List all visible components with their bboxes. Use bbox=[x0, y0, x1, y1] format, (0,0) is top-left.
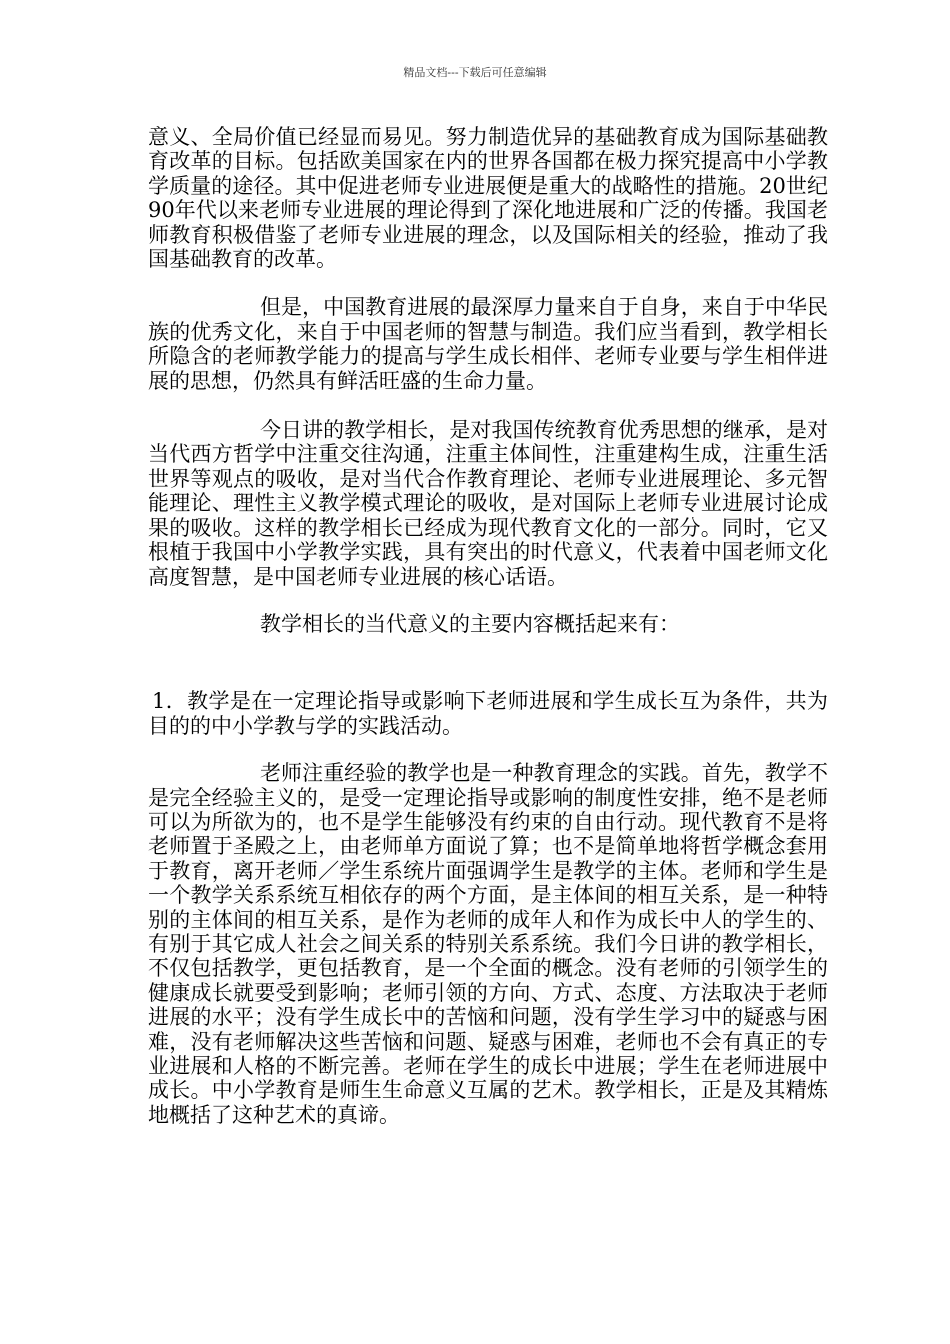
page-header: 精品文档---下载后可任意编辑 bbox=[403, 66, 547, 79]
paragraph-teaching-learning: 今日讲的教学相长，是对我国传统教育优秀思想的继承，是对当代西方哲学中注重交往沟通，注重主体间性，注重建构生成，注重生活世界等观点的吸收，是对当代合作教育理论、老师专业进展理论、多元智能理论、理性主义教学模式理论的吸收，是对国际上老师专业进展讨论成果的吸收。这样的教学相长已经成为现代教育文化的一部分。同时，它又根植于我国中小学教学实践，具有突出的时代意义，代表着中国老师文化高度智慧，是中国老师专业进展的核心话语。 bbox=[148, 418, 828, 589]
document-body bbox=[148, 125, 828, 1127]
paragraph-teacher-experience: 老师注重经验的教学也是一种教育理念的实践。首先，教学不是完全经验主义的，是受一定理论指导或影响的制度性安排，绝不是老师可以为所欲为的，也不是学生能够没有约束的自由行动。现代教育不是将老师置于圣殿之上，由老师单方面说了算；也不是简单地将哲学概念套用于教育，离开老师／学生系统片面强调学生是教学的主体。老师和学生是一个教学关系系统互相依存的两个方面，是主体间的相互关系，是一种特别的主体间的相互关系，是作为老师的成年人和作为成长中人的学生的、有别于其它成人社会之间关系的特别关系系统。我们今日讲的教学相长，不仅包括教学，更包括教育，是一个全面的概念。没有老师的引领学生的健康成长就要受到影响；老师引领的方向、方式、态度、方法取决于老师进展的水平；没有学生成长中的苦恼和问题，没有学生学习中的疑惑与困难，没有老师解决这些苦恼和问题、疑惑与困难，老师也不会有真正的专业进展和人格的不断完善。老师在学生的成长中进展；学生在老师进展中成长。中小学教育是师生生命意义互属的艺术。教学相长，正是及其精炼地概括了这种艺术的真谛。 bbox=[148, 761, 828, 1127]
paragraph-summary-intro: 教学相长的当代意义的主要内容概括起来有： bbox=[260, 611, 680, 636]
list-item-1: 1．教学是在一定理论指导或影响下老师进展和学生成长互为条件，共为目的的中小学教与学的实践活动。 bbox=[148, 689, 828, 738]
paragraph-global-value: 意义、全局价值已经显而易见。努力制造优异的基础教育成为国际基础教育改革的目标。包括欧美国家在内的世界各国都在极力探究提高中小学教学质量的途径。其中促进老师专业进展便是重大的战略性的措施。20世纪90年代以来老师专业进展的理论得到了深化地进展和广泛的传播。我国老师教育积极借鉴了老师专业进展的理念，以及国际相关的经验，推动了我国基础教育的改革。 bbox=[148, 125, 828, 272]
paragraph-chinese-wisdom: 但是，中国教育进展的最深厚力量来自于自身，来自于中华民族的优秀文化，来自于中国老师的智慧与制造。我们应当看到，教学相长所隐含的老师教学能力的提高与学生成长相伴、老师专业要与学生相伴进展的思想，仍然具有鲜活旺盛的生命力量。 bbox=[148, 295, 828, 393]
